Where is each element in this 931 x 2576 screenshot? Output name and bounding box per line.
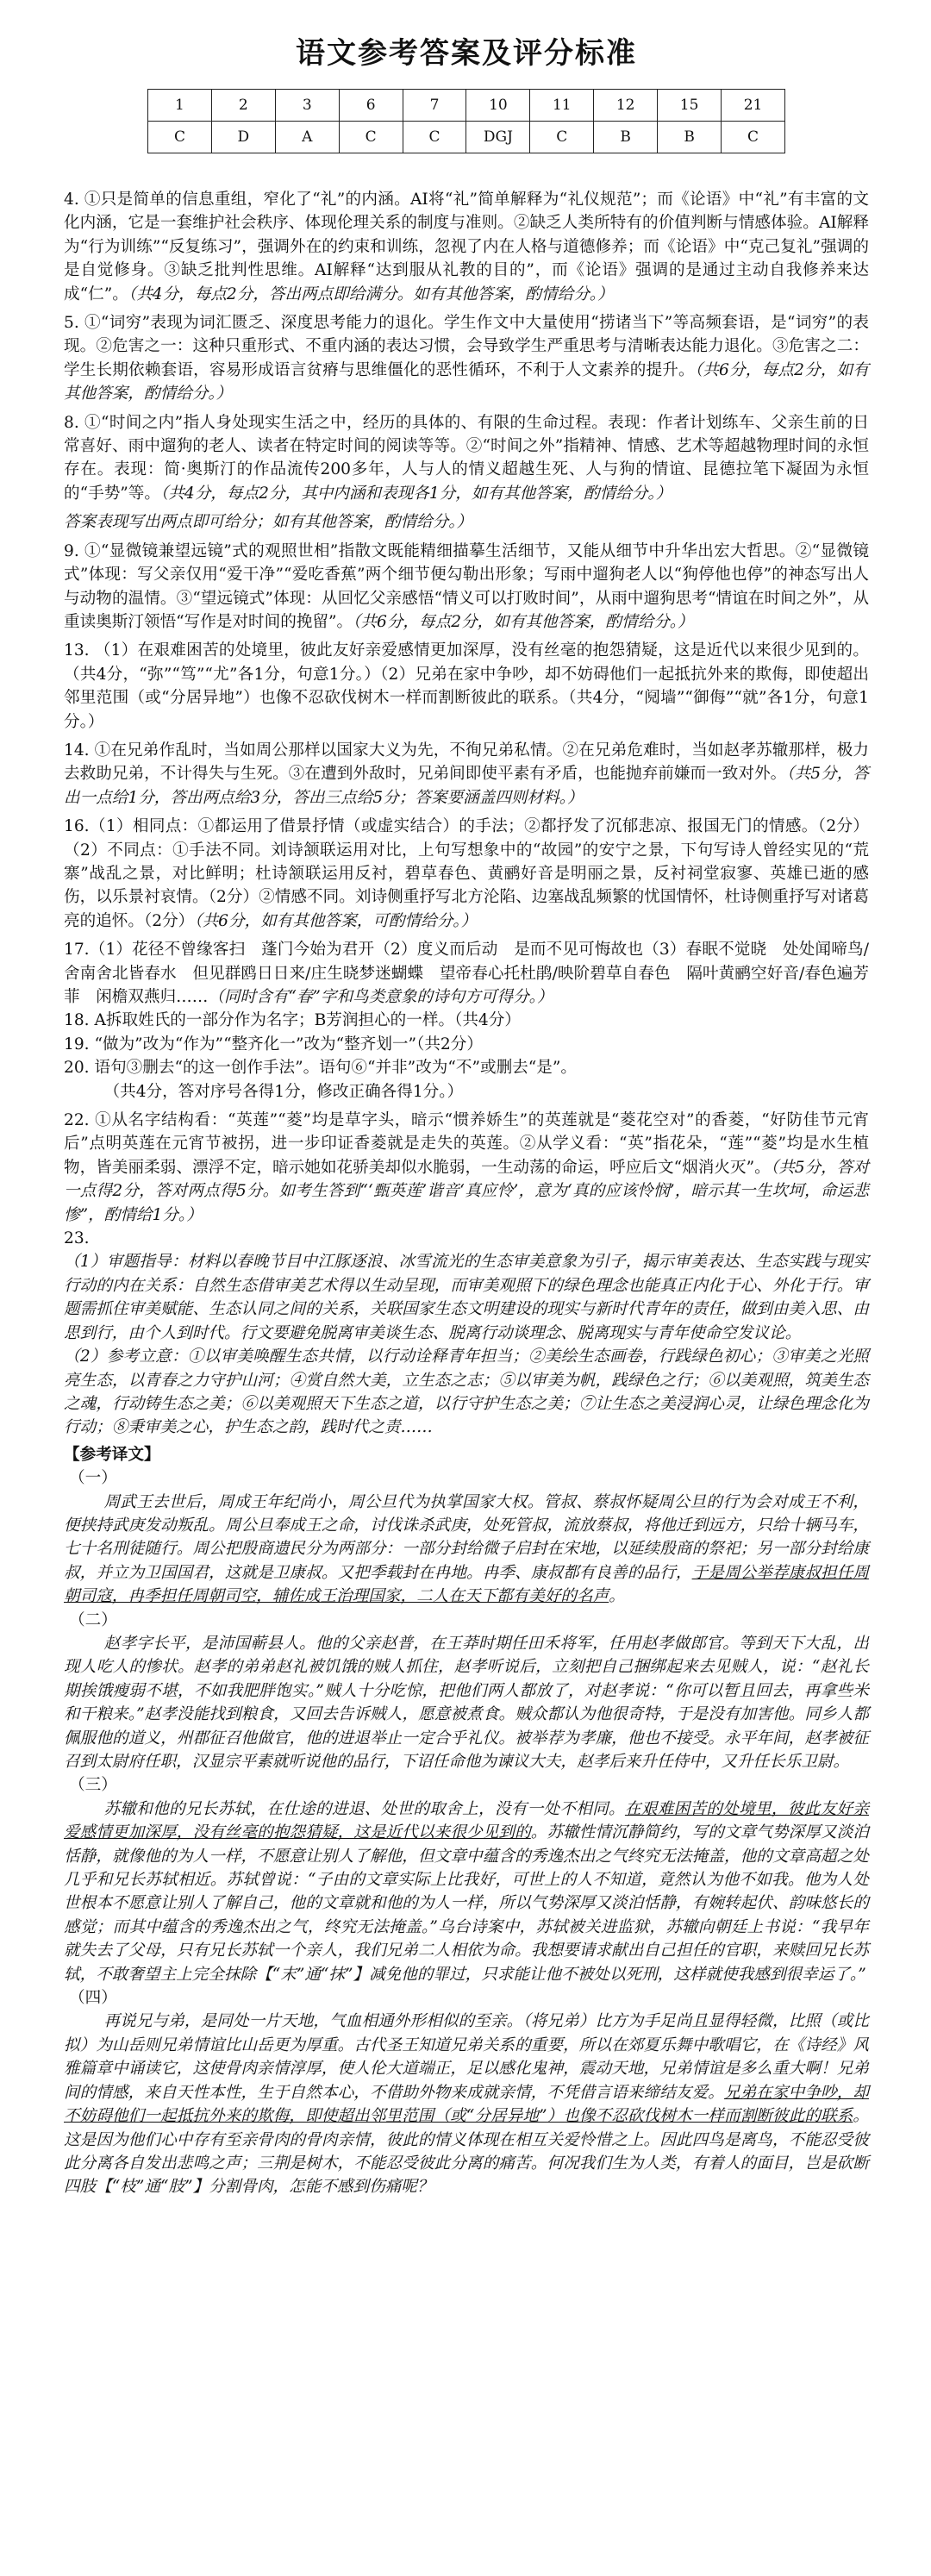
answer-q13: 13. （1）在艰难困苦的处境里，彼此友好亲爱感情更加深厚，没有丝毫的抱怨猜疑，这是近代以来很少见到的。（共4分，“弥”“笃”“尤”各1分，句意1分。）（2）兄弟在家中争吵，却不妨碍他们一起抵抗外来的欺侮，即使超出邻里范围（或“分居异地”）也像不忍砍伐树木一样而割断彼此的联系。（共4分，“阋墙”“御侮”“就”各1分，句意1分。） [64,641,869,731]
answer-table-answer-cell: D [211,122,275,153]
answer-table-answer-cell: B [658,122,722,153]
answer-table-answer-cell: C [722,122,785,153]
answer-table-number-cell: 11 [530,90,594,122]
answer-table-answer-cell: C [148,122,212,153]
answer-table-number-cell: 6 [339,90,403,122]
answer-q4: 4. ①只是简单的信息重组，窄化了“礼”的内涵。AI将“礼”简单解释为“礼仪规范”；而《论语》中“礼”有丰富的文化内涵，它是一套维护社会秩序、体现伦理关系的制度与准则。②缺乏人类所特有的价值判断与情感体验。AI解释为“行为训练”“反复练习”，强调外在的约束和训练，忽视了内在人格与道德修养；而《论语》中“克己复礼”强调的是自觉修身。③缺乏批判性思维。AI解释“达到服从礼教的目的”，而《论语》强调的是通过主动自我修养来达成“仁”。（共4分，每点2分，答出两点即给满分。如有其他答案，酌情给分。） [64,191,869,303]
translation-paragraph-2: 赵孝字长平，是沛国蕲县人。他的父亲赵普，在王莽时期任田禾将军，任用赵孝做郎官。等到天下大乱，出现人吃人的惨状。赵孝的弟弟赵礼被饥饿的贼人抓住，赵孝听说后，立刻把自己捆绑起来去见贼人，说：“赵礼长期挨饿瘦弱不堪，不如我肥胖饱实。”贼人十分吃惊，把他们两人都放了，对赵孝说：“你可以暂且回去，再拿些米和干粮来。”赵孝没能找到粮食，又回去告诉贼人，愿意被煮食。贼众都认为他很奇特，于是没有加害他。同乡人都佩服他的道义，州郡征召他做官，他的进退举止一定合乎礼仪。被举荐为孝廉，他也不接受。永平年间，赵孝被征召到太尉府任职，汉显宗平素就听说他的品行，下诏任命他为谏议大夫，赵孝后来升任侍中，又升任长乐卫尉。 [64,1634,869,1771]
translation-paragraph-1: 周武王去世后，周成王年纪尚小，周公旦代为执掌国家大权。管叔、蔡叔怀疑周公旦的行为会对成王不利，便挟持武庚发动叛乱。周公旦奉成王之命，讨伐诛杀武庚，处死管叔，流放蔡叔，将他迁到远方，只给十辆马车，七十名刑徒随行。周公把殷商遗民分为两部分：一部分封给微子启封在宋地，以延续殷商的祭祀；另一部分封给康叔，并立为卫国国君，这就是卫康叔。又把季载封在冉地。冉季、康叔都有良善的品行，于是周公举荐康叔担任周朝司寇，冉季担任周朝司空，辅佐成王治理国家，二人在天下都有美好的名声。 [64,1492,869,1606]
answer-q16: 16.（1）相同点：①都运用了借景抒情（或虚实结合）的手法；②都抒发了沉郁悲凉、报国无门的情感。（2分）（2）不同点：①手法不同。刘诗颔联运用对比，上句写想象中的“故园”的安宁之景，下句写诗人曾经实见的“荒寨”战乱之景，对比鲜明；杜诗颔联运用反衬，碧草春色、黄鹂好音是明丽之景，反衬祠堂寂寥、英雄已逝的感伤，以乐景衬哀情。（2分）②情感不同。刘诗侧重抒写北方沦陷、边塞战乱频繁的忧国情怀，杜诗侧重抒写对诸葛亮的追怀。（2分）（共6分，如有其他答案，可酌情给分。） [64,817,869,930]
translation-paragraph-4: 再说兄与弟，是同处一片天地，气血相通外形相似的至亲。（将兄弟）比方为手足尚且显得轻微，比照（或比拟）为山岳则兄弟情谊比山岳更为厚重。古代圣王知道兄弟关系的重要，所以在郊夏乐舞中歌唱它，在《诗经》风雅篇章中诵读它，这使骨肉亲情淳厚，使人伦大道端正，足以感化鬼神，震动天地，兄弟情谊是多么重大啊！兄弟间的情感，来自天性本性，生于自然本心，不借助外物来成就亲情，不凭借言语来缔结友爱。兄弟在家中争吵，却不妨碍他们一起抵抗外来的欺侮，即使超出邻里范围（或“分居异地”）也像不忍砍伐树木一样而割断彼此的联系。这是因为他们心中存有至亲骨肉的骨肉亲情，彼此的情义体现在相互关爱怜惜之上。因此四鸟是离鸟，不能忍受彼此分离各自发出悲鸣之声；三荆是树木，不能忍受彼此分离的痛苦。何况我们生为人类，有着人的面目，岂是砍断四肢【“枝”通“肢”】分割骨肉，怎能不感到伤痛呢？ [64,2012,869,2197]
translation-section-4: （四） [69,1989,117,2008]
answer-table-number-cell: 21 [722,90,785,122]
answer-q5: 5. ①“词穷”表现为词汇匮乏、深度思考能力的退化。学生作文中大量使用“捞诸当下”等高频套语，是“词穷”的表现。②危害之一：这种只重形式、不重内涵的表达习惯，会导致学生严重思考与清晰表达能力退化。③危害之二：学生长期依赖套语，容易形成语言贫瘠与思维僵化的恶性循环，不利于人文素养的提升。（共6分，每点2分，如有其他答案，酌情给分。） [64,314,869,403]
answer-table-number-cell: 7 [403,90,466,122]
answer-table-answer-cell: C [339,122,403,153]
answer-q8: 8. ①“时间之内”指人身处现实生活之中，经历的具体的、有限的生命过程。表现：作者计划练车、父亲生前的日常喜好、雨中遛狗的老人、读者在特定时间的阅读等等。②“时间之外”指精神、情感、艺术等超越物理时间的永恒存在。表现：简·奥斯汀的作品流传200多年，人与人的情义超越生死、人与狗的情谊、昆德拉笔下凝固为永恒的“手势”等。（共4分，每点2分，其中内涵和表现各1分，如有其他答案，酌情给分。） [64,413,869,503]
answer-q17: 17.（1）花径不曾缘客扫 蓬门今始为君开（2）度义而后动 是而不见可悔故也（3）春眠不觉晓 处处闻啼鸟/舍南舍北皆春水 但见群鸥日日来/庄生晓梦迷蝴蝶 望帝春心托杜鹃/映阶碧草自春色 隔叶黄鹂空好音/春色遍芳菲 闲檐双燕归……（同时含有“春”字和鸟类意象的诗句方可得分。） [64,941,869,1006]
translation-section-1: （一） [69,1469,117,1488]
answer-table-answers-row [148,122,785,153]
answer-table-answer-cell: C [530,122,594,153]
answer-table-number-cell: 12 [594,90,658,122]
answer-q18: 18. A拆取姓氏的一部分作为名字；B芳润担心的一样。（共4分） [64,1011,521,1030]
answer-table-numbers-row [148,90,785,122]
answer-table-number-cell: 15 [658,90,722,122]
answer-q19: 19. “做为”改为“作为”“整齐化一”改为“整齐划一”（共2分） [64,1035,483,1054]
answer-table-number-cell: 1 [148,90,212,122]
answer-table-answer-cell: A [275,122,339,153]
answer-q20-note: （共4分，答对序号各得1分，修改正确各得1分。） [103,1082,464,1101]
answer-table [147,89,785,153]
answer-q23-part2: （2）参考立意：①以审美唤醒生态共情，以行动诠释青年担当；②美绘生态画卷，行践绿色初心；③审美之光照亮生态，以青春之力守护山河；④赏自然大美，立生态之志；⑤以审美为帆，践绿色之行；⑥以美观照，筑美生态之魂，行动铸生态之美；⑥以美观照天下生态之道，以行守护生态之美；⑦让生态之美浸润心灵，让绿色理念化为行动；⑧秉审美之心，护生态之韵，践时代之责…… [64,1347,869,1437]
translation-section-2: （二） [69,1610,117,1629]
answer-q20: 20. 语句③删去“的这一创作手法”。语句⑥“并非”改为“不”或删去“是”。 [64,1059,577,1078]
answer-q9: 9. ①“显微镜兼望远镜”式的观照世相”指散文既能精细描摹生活细节，又能从细节中升华出宏大哲思。②“显微镜式”体现：写父亲仅用“爱干净”“爱吃香蕉”两个细节便勾勒出形象；写雨中遛狗老人以“狗停他也停”的神态写出人与动物的温情。③“望远镜式”体现：从回忆父亲感悟“情义可以打败时间”，从雨中遛狗思考“情谊在时间之外”，从重读奥斯汀领悟“写作是对时间的挽留”。（共6分，每点2分，如有其他答案，酌情给分。） [64,541,869,631]
answer-items [64,188,869,2199]
answer-table-number-cell: 10 [466,90,530,122]
translation-heading: 【参考译文】 [64,1445,160,1464]
answer-q23: 23. [64,1229,90,1248]
answer-q22: 22. ①从名字结构看：“英莲”“菱”均是草字头，暗示“惯养娇生”的英莲就是“菱花空对”的香菱，“好防佳节元宵后”点明英莲在元宵节被拐，进一步印证香菱就是走失的英莲。②从学义看：“英”指花朵，“莲”“菱”均是水生植物，皆美丽柔弱、漂浮不定，暗示她如花骄美却似水脆弱，一生动荡的命运，呼应后文“烟消火灭”。（共5分，答对一点得2分，答对两点得5分。如考生答到“‘甄英莲’谐音‘真应怜’，意为‘真的应该怜悯’，暗示其一生坎坷，命运悲惨”，酌情给1分。） [64,1111,870,1224]
answer-table-answer-cell: B [594,122,658,153]
answer-q14: 14. ①在兄弟作乱时，当如周公那样以国家大义为先，不徇兄弟私情。②在兄弟危难时，当如赵孝苏辙那样，极力去救助兄弟，不计得失与生死。③在遭到外敌时，兄弟间即使平素有矛盾，也能抛弃前嫌而一致对外。（共5分，答出一点给1分，答出两点给3分，答出三点给5分；答案要涵盖四则材料。） [64,741,869,807]
translation-paragraph-3: 苏辙和他的兄长苏轼，在仕途的进退、处世的取舍上，没有一处不相同。在艰难困苦的处境里，彼此友好亲爱感情更加深厚，没有丝毫的抱怨猜疑，这是近代以来很少见到的。苏辙性情沉静简约，写的文章气势深厚又淡泊恬静，就像他的为人一样，不愿意让别人了解他，但文章中蕴含的秀逸杰出之气终究无法掩盖，他的文章高超之处几乎和兄长苏轼相近。苏轼曾说：“子由的文章实际上比我好，可世上的人不知道，竟然认为他不如我。他为人处世根本不愿意让别人了解自己，他的文章就和他的为人一样，所以气势深厚又淡泊恬静，有婉转起伏、韵味悠长的感觉；而其中蕴含的秀逸杰出之气，终究无法掩盖。”乌台诗案中，苏轼被关进监狱，苏辙向朝廷上书说：“我早年就失去了父母，只有兄长苏轼一个亲人，我们兄弟二人相依为命。我想要请求献出自己担任的官职，来赎回兄长苏轼，不敢奢望主上完全抹除【“末”通“抹”】减免他的罪过，只求能让他不被处以死刑，这样就使我感到很幸运了。” [64,1799,869,1984]
answer-table-answer-cell: DGJ [466,122,530,153]
answer-table-number-cell: 3 [275,90,339,122]
answer-q23-part1: （1）审题指导：材料以春晚节目中江豚逐浪、冰雪流光的生态审美意象为引子，揭示审美表达、生态实践与现实行动的内在关系：自然生态借审美艺术得以生动呈现，而审美观照下的绿色理念也能真正内化于心、外化于行。审题需抓住审美赋能、生态认同之间的关系，关联国家生态文明建设的现实与新时代青年的责任，做到由美入思、由思到行，由个人到时代。行文要避免脱离审美谈生态、脱离行动谈理念、脱离现实与青年使命空发议论。 [64,1253,869,1342]
translation-section-3: （三） [69,1776,117,1795]
answer-q8-tail: 答案表现写出两点即可给分；如有其他答案，酌情给分。） [64,513,473,532]
answer-table-number-cell: 2 [211,90,275,122]
document-title: 语文参考答案及评分标准 [296,36,637,71]
answer-table-answer-cell: C [403,122,466,153]
